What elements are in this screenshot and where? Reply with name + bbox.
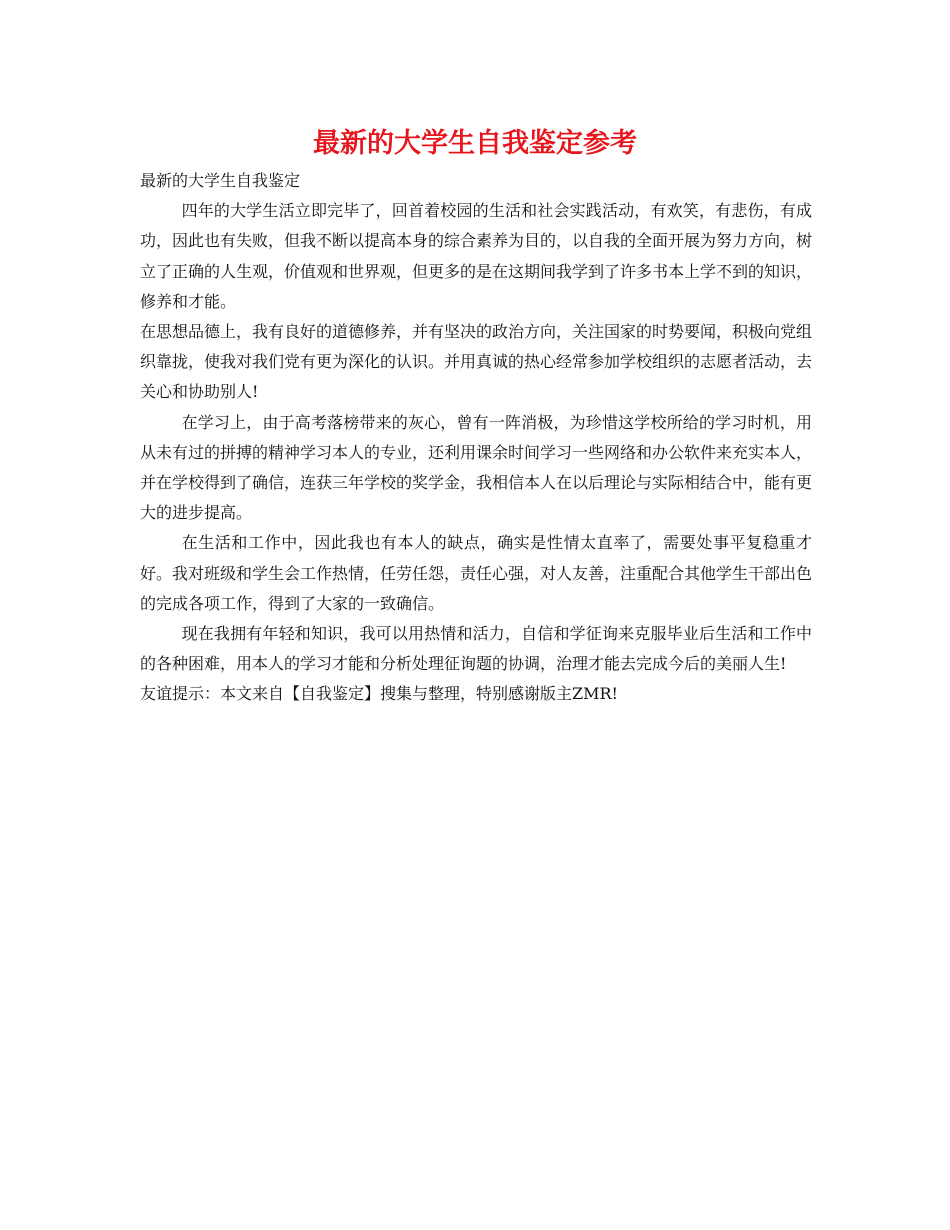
paragraph-life-work: 在生活和工作中，因此我也有本人的缺点，确实是性情太直率了，需要处事平复稳重才好。我对班级和学生会工作热情，任劳任怨，责任心强，对人友善，注重配合其他学生干部出色的完成各项工作，得到了大家的一致确信。 <box>140 533 813 613</box>
footer-note: 友谊提示：本文来自【自我鉴定】搜集与整理，特别感谢版主ZMR! <box>140 684 618 704</box>
document-body <box>140 166 812 710</box>
paragraph-future: 现在我拥有年轻和知识，我可以用热情和活力，自信和学征询来克服毕业后生活和工作中的各种困难，用本人的学习才能和分析处理征询题的协调，治理才能去完成今后的美丽人生! <box>140 624 812 674</box>
paragraph-moral: 在思想品德上，我有良好的道德修养，并有坚决的政治方向，关注国家的时势要闻，积极向党组织靠拢，使我对我们党有更为深化的认识。并用真诚的热心经常参加学校组织的志愿者活动，去关心和协助别人! <box>140 322 813 402</box>
document-title: 最新的大学生自我鉴定参考 <box>313 128 637 159</box>
paragraph-study: 在学习上，由于高考落榜带来的灰心，曾有一阵消极，为珍惜这学校所给的学习时机，用从未有过的拼搏的精神学习本人的专业，还利用课余时间学习一些网络和办公软件来充实本人，并在学校得到了确信，连获三年学校的奖学金，我相信本人在以后理论与实际相结合中，能有更大的进步提高。 <box>140 412 813 523</box>
paragraph-intro: 四年的大学生活立即完毕了，回首着校园的生活和社会实践活动，有欢笑，有悲伤，有成功，因此也有失败，但我不断以提高本身的综合素养为目的，以自我的全面开展为努力方向，树立了正确的人生观，价值观和世界观，但更多的是在这期间我学到了许多书本上学不到的知识，修养和才能。 <box>140 201 813 311</box>
document-subtitle: 最新的大学生自我鉴定 <box>140 171 301 190</box>
